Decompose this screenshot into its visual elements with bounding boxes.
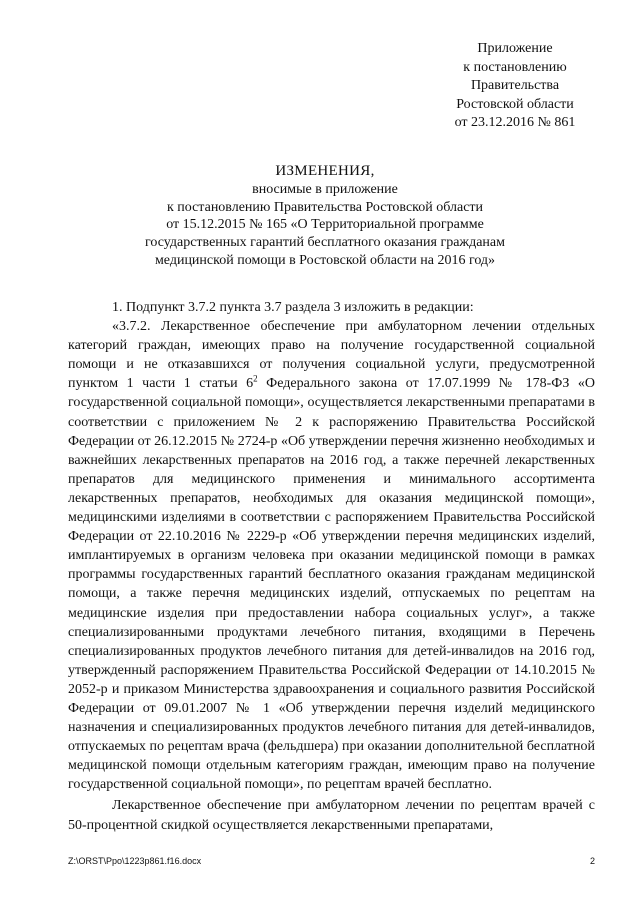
document-title: [100, 163, 550, 270]
intro-paragraph: 1. Подпункт 3.7.2 пункта 3.7 раздела 3 изложить в редакции:: [112, 300, 474, 315]
superscript: 2: [253, 373, 258, 384]
page-footer: [68, 856, 595, 866]
title-line: государственных гарантий бесплатного оказания гражданам: [144, 235, 505, 251]
appendix-line: от 23.12.2016 № 861: [454, 115, 576, 131]
paragraph-text: Федерального закона от 17.07.1999 № 178-ФЗ «О государственной социальной помощи», осуществляется лекарственными препаратами в соответствии с приложением № 2 к распоряжению Правительства Российской Федерации от 26.12.2015 № 2724-р «Об утверждении перечня жизненно необходимых и важнейших лекарственных препаратов на 2016 год, а также перечней лекарственных препаратов для медицинского применения и минимального ассортимента лекарственных препаратов, необходимых для оказания медицинской помощи», медицинскими изделиями в соответствии с распоряжением Правительства Российской Федерации от 22.10.2016 № 2229-р «Об утверждении перечня медицинских изделий, имплантируемых в организм человека при оказании медицинской помощи в рамках программы государственных гарантий бесплатного оказания гражданам медицинской помощи, а также перечня медицинских изделий, отпускаемых по рецептам на медицинские изделия при предоставлении набора социальных услуг», а также специализированными продуктами лечебного питания, входящими в Перечень специализированных продуктов лечебного питания для детей-инвалидов на 2016 год, утвержденный распоряжением Правительства Российской Федерации от 14.10.2015 № 2052-р и приказом Министерства здравоохранения и социального развития Российской Федерации от 09.01.2007 № 1 «Об утверждении перечня изделий медицинского назначения и специализированных продуктов лечебного питания для детей-инвалидов, отпускаемых по рецептам врача (фельдшера) при оказании дополнительной бесплатной медицинской помощи отдельным категориям граждан, имеющим право на получение государственной социальной помощи», по рецептам врачей бесплатно.: [68, 376, 595, 793]
appendix-block: [400, 40, 630, 133]
appendix-line: Ростовской области: [456, 96, 574, 112]
file-path: Z:\ORST\Ppo\1223p861.f16.docx: [68, 856, 202, 866]
page-number: 2: [589, 856, 595, 866]
appendix-line: к постановлению: [463, 59, 567, 75]
paragraph-discount: Лекарственное обеспечение при амбулаторном лечении по рецептам врачей с 50-процентной скидкой осуществляется лекарственными препаратами,: [68, 798, 595, 833]
title-line: от 15.12.2015 № 165 «О Территориальной программе: [166, 217, 484, 233]
paragraph-3-7-2: [68, 317, 595, 794]
title-line: медицинской помощи в Ростовской области на 2016 год»: [154, 252, 496, 268]
title-line: к постановлению Правительства Ростовской области: [166, 199, 484, 215]
document-body: [68, 298, 595, 835]
title-heading: ИЗМЕНЕНИЯ,: [275, 163, 375, 179]
title-line: вносимые в приложение: [252, 181, 398, 197]
appendix-line: Приложение: [477, 41, 553, 56]
appendix-line: Правительства: [470, 78, 560, 94]
paragraph-text: «3.7.2. Лекарственное обеспечение при амбулаторном лечении отдельных категорий граждан, имеющих право на получение государственной социальной помощи и не отказавшихся от получения социальной услуги, предусмотренной пунктом 1 части 1 статьи 6: [68, 319, 595, 392]
